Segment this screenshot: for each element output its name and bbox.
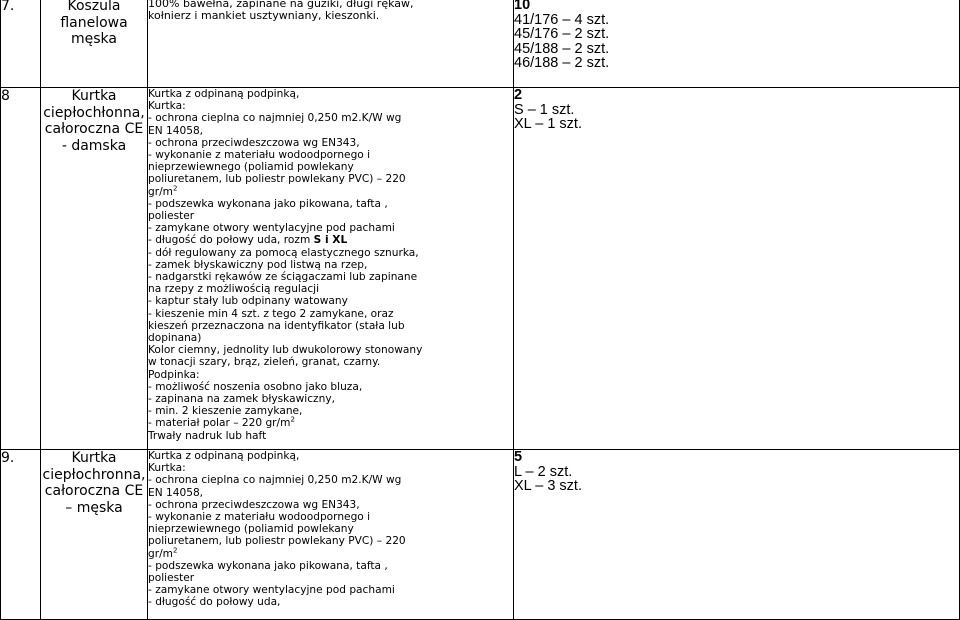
table-row (1, 0, 960, 88)
quantity-total: 5 (514, 449, 523, 465)
size-quantity: 41/176 – 4 szt. (514, 11, 610, 28)
item-name: Koszula flanelowa męska (41, 0, 148, 88)
row-number: 8 (1, 88, 41, 450)
item-name: Kurtka ciepłochronna, całoroczna CE – męska (41, 450, 148, 620)
row-number: 7. (1, 0, 41, 88)
size-quantity: S – 1 szt. (514, 101, 575, 118)
size-quantity: 45/176 – 2 szt. (514, 26, 610, 43)
size-quantity: 45/188 – 2 szt. (514, 40, 610, 57)
size-quantity: 46/188 – 2 szt. (514, 55, 610, 72)
item-quantity (514, 88, 960, 450)
item-description: 100% bawełna, zapinane na guziki, długi rękaw, kołnierz i mankiet usztywniany, kieszonki. (148, 0, 514, 88)
item-quantity (514, 450, 960, 620)
item-quantity (514, 0, 960, 88)
table-row (1, 88, 960, 450)
item-description: Kurtka z odpinaną podpinką, Kurtka: - ochrona cieplna co najmniej 0,250 m2.K/W wg EN 14058, - ochrona przeciwdeszczowa wg EN343, - wykonanie z materiału wodoodpornego i nieprzewiewnego (poliamid powlekany poliuretanem, lub poliestr powlekany PVC) – 220 $gr/m^2$ - podszewka wykonana jako pikowana, tafta , poliester - zamykane otwory wentylacyjne pod pachami - długość do połowy uda, (148, 450, 514, 620)
table-row (1, 450, 960, 620)
item-name: Kurtka ciepłochłonna, całoroczna CE - damska (41, 88, 148, 450)
row-number: 9. (1, 450, 41, 620)
size-quantity: XL – 1 szt. (514, 116, 582, 133)
size-quantity: XL – 3 szt. (514, 478, 582, 495)
quantity-total: 10 (514, 0, 531, 13)
quantity-total: 2 (514, 87, 523, 103)
item-description: Kurtka z odpinaną podpinką, Kurtka: - ochrona cieplna co najmniej 0,250 m2.K/W wg EN 14058, - ochrona przeciwdeszczowa wg EN343, - wykonanie z materiału wodoodpornego i nieprzewiewnego (poliamid powlekany poliuretanem, lub poliestr powlekany PVC) – 220 $gr/m^2$ - podszewka wykonana jako pikowana, tafta , poliester - zamykane otwory wentylacyjne pod pachami - długość do połowy uda, rozm S i XL - dół regulowany za pomocą elastycznego sznurka, - zamek błyskawiczny pod listwą na rzep, - nadgarstki rękawów ze ściągaczami lub zapinane na rzepy z możliwością regulacji - kaptur stały lub odpinany watowany - kieszenie min 4 szt. z tego 2 zamykane, oraz kieszeń przeznaczona na identyfikator (stała lub dopinana) Kolor ciemny, jednolity lub dwukolorowy stonowany w tonacji szary, brąz, zieleń, granat, czarny. Podpinka: - możliwość noszenia osobno jako bluza, - zapinana na zamek błyskawiczny, - min. 2 kieszenie zamykane, - materiał polar – 220 $gr/m^2$ Trwały nadruk lub haft (148, 88, 514, 450)
size-quantity: L – 2 szt. (514, 463, 573, 480)
